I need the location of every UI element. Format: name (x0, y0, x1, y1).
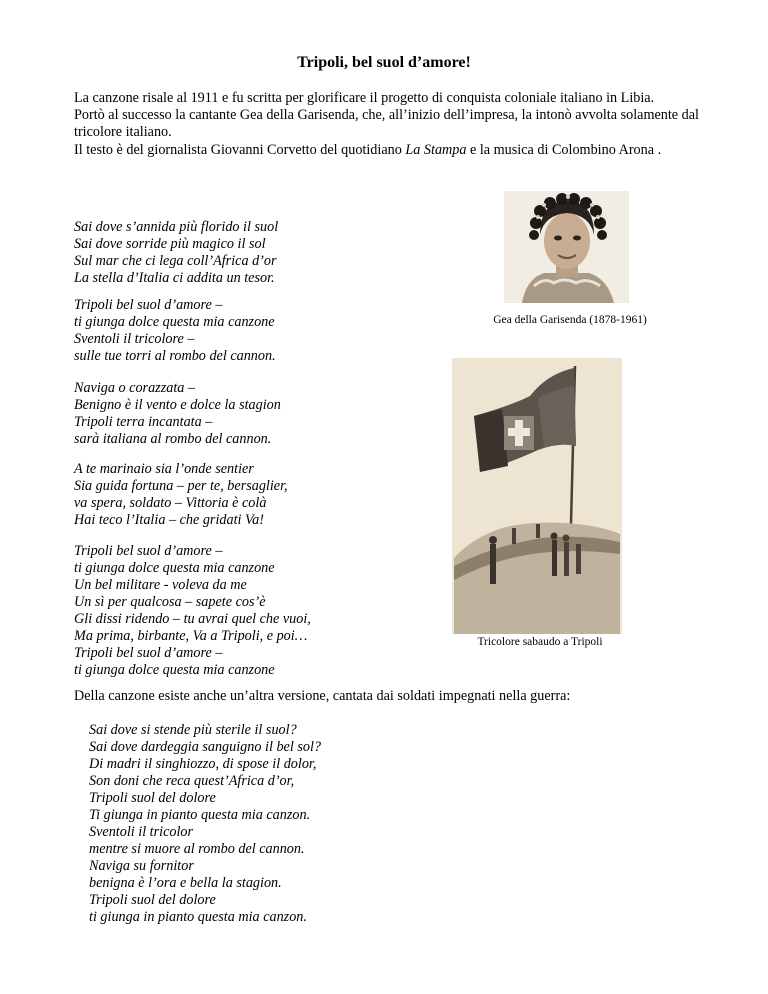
flag-photo (452, 358, 622, 634)
verse-line: Ma prima, birbante, Va a Tripoli, e poi… (74, 628, 308, 644)
flag-caption: Tricolore sabaudo a Tripoli (477, 636, 603, 648)
verse-line: Sai dove sorride più magico il sol (74, 236, 266, 252)
verse-line: Di madri il singhiozzo, di spose il dolor, (89, 756, 317, 772)
verse-line: Hai teco l’Italia – che gridati Va! (74, 512, 264, 528)
verse-line: Un sì per qualcosa – sapete cos’è (74, 594, 266, 610)
verse-line: Tripoli bel suol d’amore – (74, 543, 223, 559)
verse-line: Tripoli suol del dolore (89, 790, 216, 806)
newspaper-name: La Stampa (405, 141, 467, 158)
intro-p3-before: Il testo è del giornalista Giovanni Corvetto del quotidiano (74, 141, 406, 158)
verse-line: Un bel militare - voleva da me (74, 577, 247, 593)
verse-line: A te marinaio sia l’onde sentier (74, 461, 254, 477)
verse-line: Sventoli il tricolore – (74, 331, 195, 347)
stanza-3 (74, 380, 281, 448)
verse-line: mentre si muore al rombo del cannon. (89, 841, 305, 857)
verse-line: Benigno è il vento e dolce la stagion (74, 397, 281, 413)
verse-line: Tripoli terra incantata – (74, 414, 213, 430)
verse-line: Gli dissi ridendo – tu avrai quel che vuoi, (74, 611, 311, 627)
verse-line: sulle tue torri al rombo del cannon. (74, 348, 276, 364)
verse-line: Sai dove dardeggia sanguigno il bel sol? (89, 739, 321, 755)
verse-line: ti giunga dolce questa mia canzone (74, 662, 275, 678)
intro-paragraph-3 (74, 142, 699, 159)
verse-line: La stella d’Italia ci addita un tesor. (74, 270, 275, 286)
verse-line: Sia guida fortuna – per te, bersaglier, (74, 478, 288, 494)
verse-line: Son doni che reca quest’Africa d’or, (89, 773, 295, 789)
intro-text (74, 90, 699, 159)
page-title: Tripoli, bel suol d’amore! (297, 54, 471, 71)
verse-line: Tripoli suol del dolore (89, 892, 216, 908)
stanza-2 (74, 297, 276, 365)
verse-line: Tripoli bel suol d’amore – (74, 645, 223, 661)
verse-line: Sventoli il tricolor (89, 824, 194, 840)
verse-line: Ti giunga in pianto questa mia canzon. (89, 807, 311, 823)
verse-line: Tripoli bel suol d’amore – (74, 297, 223, 313)
verse-line: Sai dove s’annida più florido il suol (74, 219, 279, 235)
verse-line: ti giunga dolce questa mia canzone (74, 560, 275, 576)
verse-line: Naviga o corazzata – (74, 380, 195, 396)
portrait-caption: Gea della Garisenda (1878-1961) (493, 314, 647, 326)
stanza-1 (74, 219, 278, 287)
stanza-5 (74, 543, 311, 679)
other-version-stanza (89, 722, 321, 926)
verse-line: benigna è l’ora e bella la stagion. (89, 875, 282, 891)
intro-paragraph-1: La canzone risale al 1911 e fu scritta per glorificare il progetto di conquista coloniale italiano in Libia. (74, 90, 655, 106)
intro-p3-after: e la musica di Colombino Arona . (466, 141, 662, 158)
intro-paragraph-2: Portò al successo la cantante Gea della Garisenda, che, all’inizio dell’impresa, la intonò avvolta solamente dal tricolore italiano. (74, 107, 699, 141)
verse-line: Naviga su fornitor (89, 858, 194, 874)
verse-line: va spera, soldato – Vittoria è colà (74, 495, 267, 511)
verse-line: sarà italiana al rombo del cannon. (74, 431, 272, 447)
verse-line: Sai dove si stende più sterile il suol? (89, 722, 297, 738)
verse-line: ti giunga dolce questa mia canzone (74, 314, 275, 330)
verse-line: Sul mar che ci lega coll’Africa d’or (74, 253, 277, 269)
verse-line: ti giunga in pianto questa mia canzon. (89, 909, 307, 925)
other-version-intro: Della canzone esiste anche un’altra versione, cantata dai soldati impegnati nella guerra: (74, 688, 571, 704)
stanza-4 (74, 461, 288, 529)
portrait-photo (504, 191, 629, 303)
